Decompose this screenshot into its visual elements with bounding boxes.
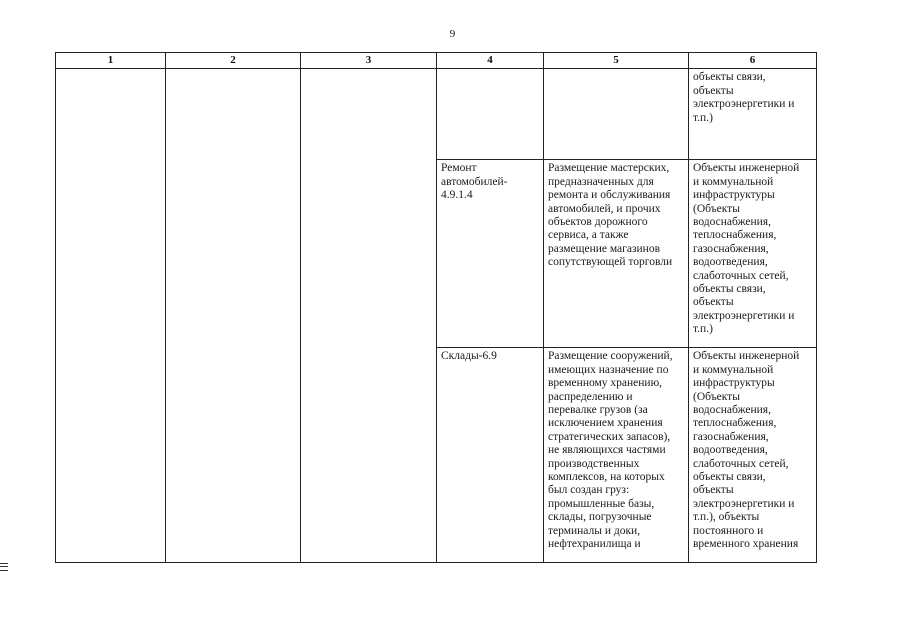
cell-text: Ремонт автомобилей- 4.9.1.4 [441, 162, 508, 202]
table-row [56, 69, 817, 160]
header-col-2: 2 [166, 53, 301, 69]
table-cell-col-1 [56, 69, 166, 563]
table-header-row [56, 53, 817, 69]
zoning-table [55, 52, 817, 563]
scan-margin-mark [0, 563, 8, 571]
header-col-6: 6 [689, 53, 817, 69]
table-cell-auxiliary [689, 160, 817, 348]
table-cell-col-2 [166, 69, 301, 563]
cell-text: Склады-6.9 [441, 350, 497, 363]
table-cell-description [544, 69, 689, 160]
table-cell-description [544, 160, 689, 348]
table-cell-use-type [437, 69, 544, 160]
table-cell-use-type [437, 348, 544, 563]
cell-text: Размещение мастерских, предназначенных для ремонта и обслуживания автомобилей, и прочих объектов дорожного сервиса, а также размещение магазинов сопутствующей торговли [548, 162, 673, 269]
cell-text: Объекты инженерной и коммунальной инфраструктуры (Объекты водоснабжения, теплоснабжения, газоснабжения, водоотведения, слаботочных сетей, объекты связи, объекты электроэнергетики и т.п.) [693, 162, 800, 336]
table-cell-description [544, 348, 689, 563]
cell-text: Объекты инженерной и коммунальной инфраструктуры (Объекты водоснабжения, теплоснабжения, газоснабжения, водоотведения, слаботочных сетей, объекты связи, объекты электроэнергетики и т.п.), объекты постоянного и временного хранения [693, 350, 800, 551]
table-cell-auxiliary [689, 69, 817, 160]
header-col-5: 5 [544, 53, 689, 69]
table-cell-use-type [437, 160, 544, 348]
table-cell-auxiliary [689, 348, 817, 563]
header-col-4: 4 [437, 53, 544, 69]
cell-text: объекты связи, объекты электроэнергетики и т.п.) [693, 71, 795, 124]
cell-text: Размещение сооружений, имеющих назначение по временному хранению, распределению и перевалке грузов (за исключением хранения стратегических запасов), не являющихся частями производственных комплексов, на которых был создан груз: промышленные базы, склады, погрузочные терминалы и доки, нефтехранилища и [548, 350, 673, 551]
header-col-3: 3 [301, 53, 437, 69]
header-col-1: 1 [56, 53, 166, 69]
page-number: 9 [449, 28, 456, 40]
table-cell-col-3 [301, 69, 437, 563]
